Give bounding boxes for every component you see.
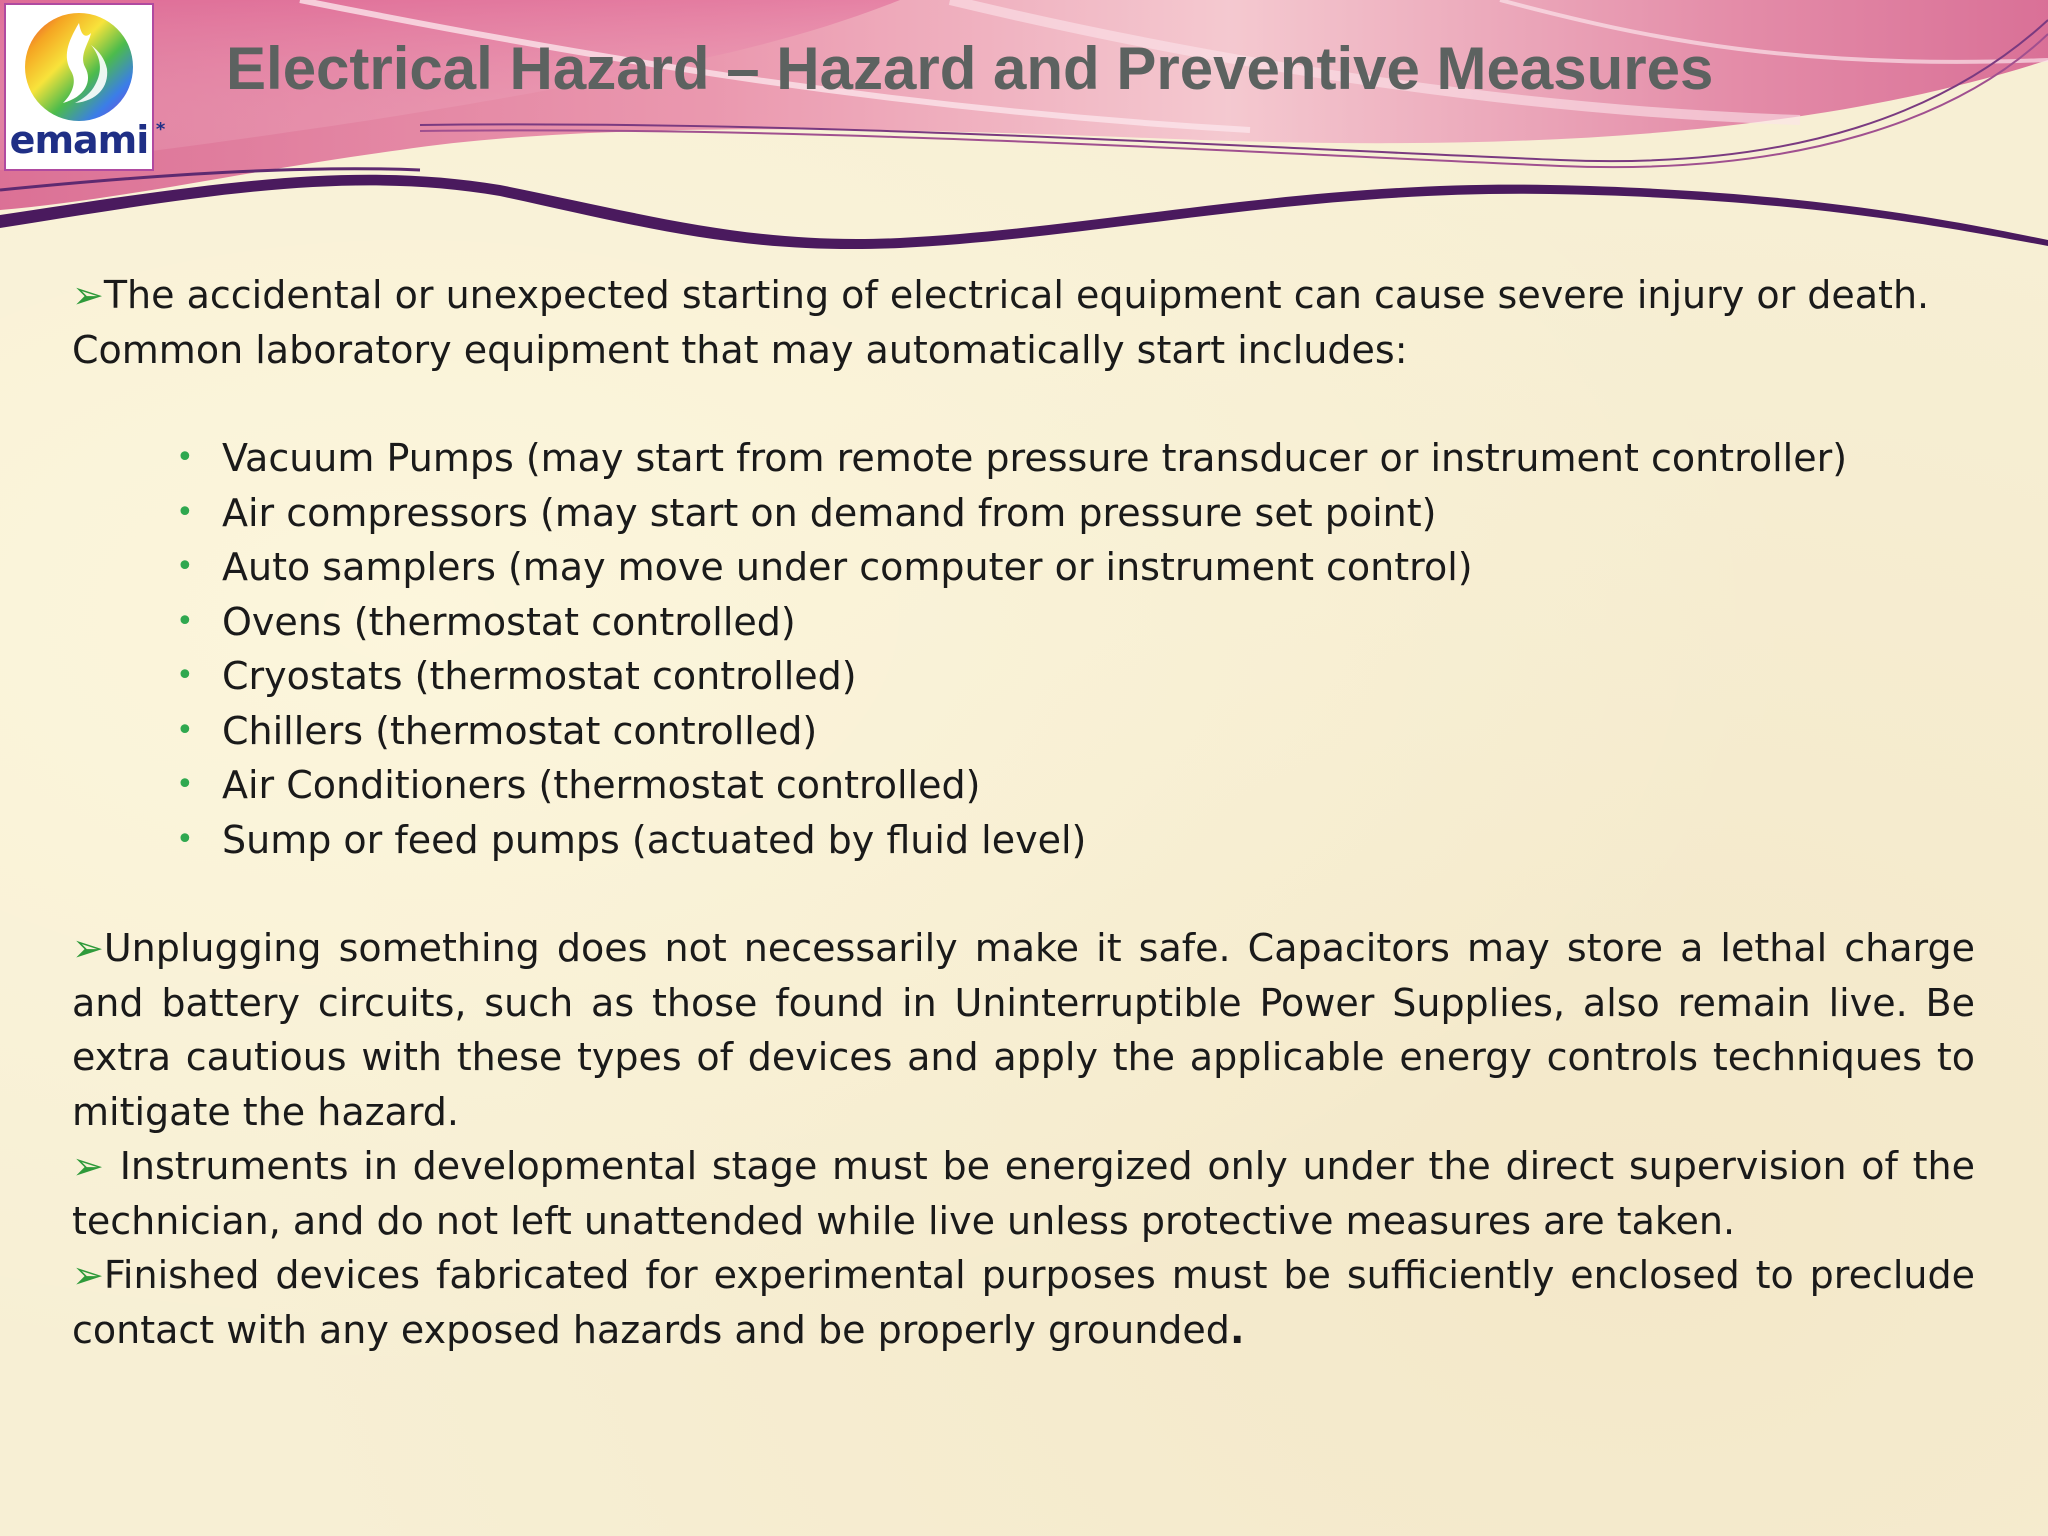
list-item: [176, 595, 1975, 650]
list-item-text: Vacuum Pumps (may start from remote pressure transducer or instrument controller): [222, 436, 1848, 480]
list-item-text: Cryostats (thermostat controlled): [222, 654, 857, 698]
list-item: [176, 431, 1975, 486]
slide-title: Electrical Hazard – Hazard and Preventive Measures: [226, 35, 1714, 102]
finished-devices-paragraph: [72, 1248, 1975, 1357]
paragraph-text: Finished devices fabricated for experimental purposes must be sufficiently enclosed to preclude contact with any exposed hazards and be properly grounded: [72, 1253, 1975, 1352]
list-item-text: Chillers (thermostat controlled): [222, 708, 818, 753]
bullet-icon: •: [176, 712, 194, 748]
arrow-bullet-icon: ➢: [72, 273, 104, 317]
arrow-bullet-icon: ➢: [72, 1144, 120, 1188]
bullet-icon: •: [176, 821, 194, 857]
list-item: [176, 486, 1975, 541]
list-item: [176, 540, 1975, 595]
list-item-text: Sump or feed pumps (actuated by fluid level): [222, 817, 1087, 862]
bullet-icon: •: [176, 494, 194, 530]
emami-logo: [4, 3, 165, 171]
list-item: [176, 649, 1975, 704]
logo-registered-mark: *: [155, 119, 165, 140]
instruments-paragraph: [72, 1139, 1975, 1248]
list-item: [176, 758, 1975, 813]
list-item-text: Air compressors (may start on demand from pressure set point): [222, 490, 1437, 535]
intro-paragraph: [72, 268, 1975, 377]
list-item-text: Air Conditioners (thermostat controlled): [222, 763, 981, 807]
bullet-icon: •: [176, 440, 194, 475]
paragraph-end-mark: .: [1229, 1307, 1245, 1352]
bullet-icon: •: [176, 767, 194, 802]
paragraph-text: Instruments in developmental stage must be energized only under the direct supervision of the technician, and do not left unattended while live unless protective measures are taken.: [72, 1144, 1975, 1243]
logo-wordmark: emami *: [10, 121, 149, 159]
intro-text: The accidental or unexpected starting of electrical equipment can cause severe injury or death. Common laboratory equipment that may automatically start includes:: [72, 273, 1930, 372]
flame-logo-icon: [19, 5, 139, 125]
arrow-bullet-icon: ➢: [72, 926, 104, 970]
arrow-bullet-icon: ➢: [72, 1253, 104, 1297]
list-item: [176, 813, 1975, 868]
unplugging-paragraph: [72, 921, 1975, 1139]
list-item-text: Auto samplers (may move under computer or instrument control): [222, 545, 1473, 589]
slide-content: [72, 268, 1975, 1357]
bullet-icon: •: [176, 549, 194, 584]
list-item-text: Ovens (thermostat controlled): [222, 599, 796, 644]
bullet-icon: •: [176, 603, 194, 639]
paragraph-text: Unplugging something does not necessarily make it safe. Capacitors may store a lethal charge and battery circuits, such as those found in Uninterruptible Power Supplies, also remain live. Be extra cautious with these types of devices and apply the applicable energy controls techniques to mitigate the hazard.: [72, 926, 1975, 1134]
bullet-icon: •: [176, 658, 194, 693]
list-item: [176, 704, 1975, 759]
equipment-list: [72, 431, 1975, 867]
